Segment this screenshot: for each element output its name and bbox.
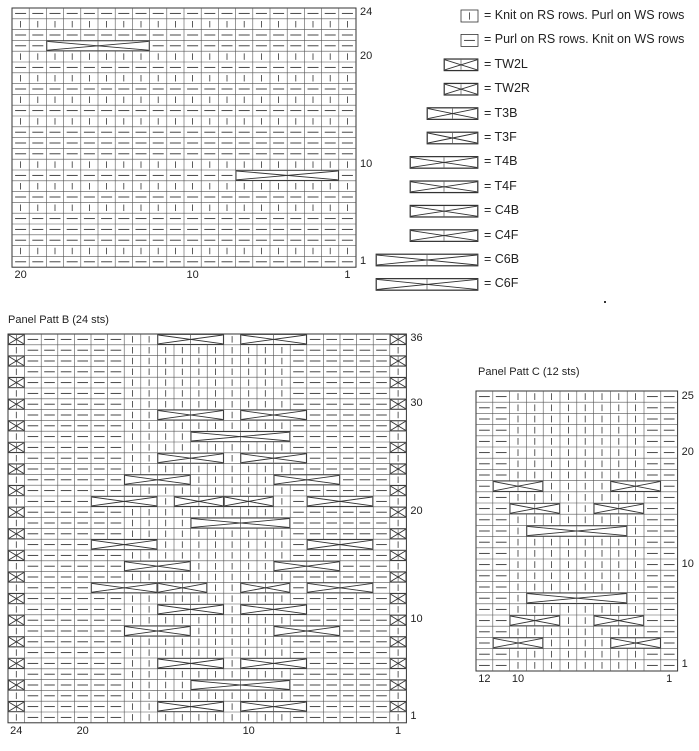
legend-text-0: = Knit on RS rows. Purl on WS rows [484, 8, 685, 22]
chart-b-col-label-1: 1 [395, 724, 402, 737]
legend-symbol-8 [410, 205, 478, 217]
chart-b-row-label-1: 1 [410, 710, 417, 723]
legend-symbol-3 [444, 83, 478, 95]
chart-c-row-label-1: 1 [681, 658, 688, 671]
stray-dot [604, 301, 606, 303]
legend-text-3: = TW2R [484, 81, 530, 96]
chart-a-col-label-10: 10 [186, 269, 199, 282]
legend-text-10: = C6B [484, 252, 520, 266]
chart-c-col-label-1: 1 [666, 673, 673, 685]
legend-symbol-7 [410, 181, 478, 193]
chart-b-row-label-20: 20 [410, 505, 423, 518]
chart-a-row-label-1: 1 [360, 254, 367, 267]
chart-c-title: Panel Patt C (12 sts) [478, 366, 580, 378]
legend-text-5: = T3F [484, 130, 517, 144]
chart-b-col-label-24: 24 [10, 724, 23, 737]
chart-a-row-label-24: 24 [360, 6, 373, 19]
chart-b-row-label-36: 36 [410, 332, 423, 345]
chart-c-col-label-12: 12 [478, 673, 491, 685]
chart-a-row-label-10: 10 [360, 157, 373, 170]
chart-c-row-label-10: 10 [681, 557, 694, 570]
legend-text-11: = C6F [484, 276, 519, 291]
chart-a-col-label-1: 1 [344, 269, 351, 282]
legend-symbol-2 [444, 59, 478, 71]
legend-symbol-9 [410, 230, 478, 242]
legend-symbol-1 [461, 34, 478, 46]
chart-a-row-label-20: 20 [360, 49, 373, 62]
legend-text-1: = Purl on RS rows. Knit on WS rows [484, 32, 685, 47]
chart-b-row-label-30: 30 [410, 397, 423, 410]
legend-text-8: = C4B [484, 203, 520, 218]
legend-symbol-11 [376, 278, 478, 290]
chart-c-col-label-10: 10 [511, 673, 525, 685]
legend-text-7: = T4F [484, 178, 517, 193]
legend-symbol-4 [427, 108, 478, 120]
chart-b-col-label-20: 20 [76, 724, 89, 737]
legend-text-9: = C4F [484, 227, 519, 242]
legend-text-6: = T4B [484, 154, 518, 169]
chart-b-col-label-10: 10 [242, 724, 255, 737]
legend-symbol-5 [427, 132, 478, 144]
legend-text-2: = TW2L [484, 56, 528, 71]
chart-b-title: Panel Patt B (24 sts) [8, 314, 109, 326]
chart-b-row-label-10: 10 [410, 613, 423, 626]
legend-symbol-6 [410, 156, 478, 168]
legend-symbol-10 [376, 254, 478, 266]
legend-text-4: = T3B [484, 105, 518, 120]
chart-c-row-label-20: 20 [681, 445, 694, 458]
legend-symbol-0 [461, 10, 478, 22]
chart-c-row-label-25: 25 [681, 389, 694, 402]
chart-a-col-label-20: 20 [14, 269, 27, 282]
